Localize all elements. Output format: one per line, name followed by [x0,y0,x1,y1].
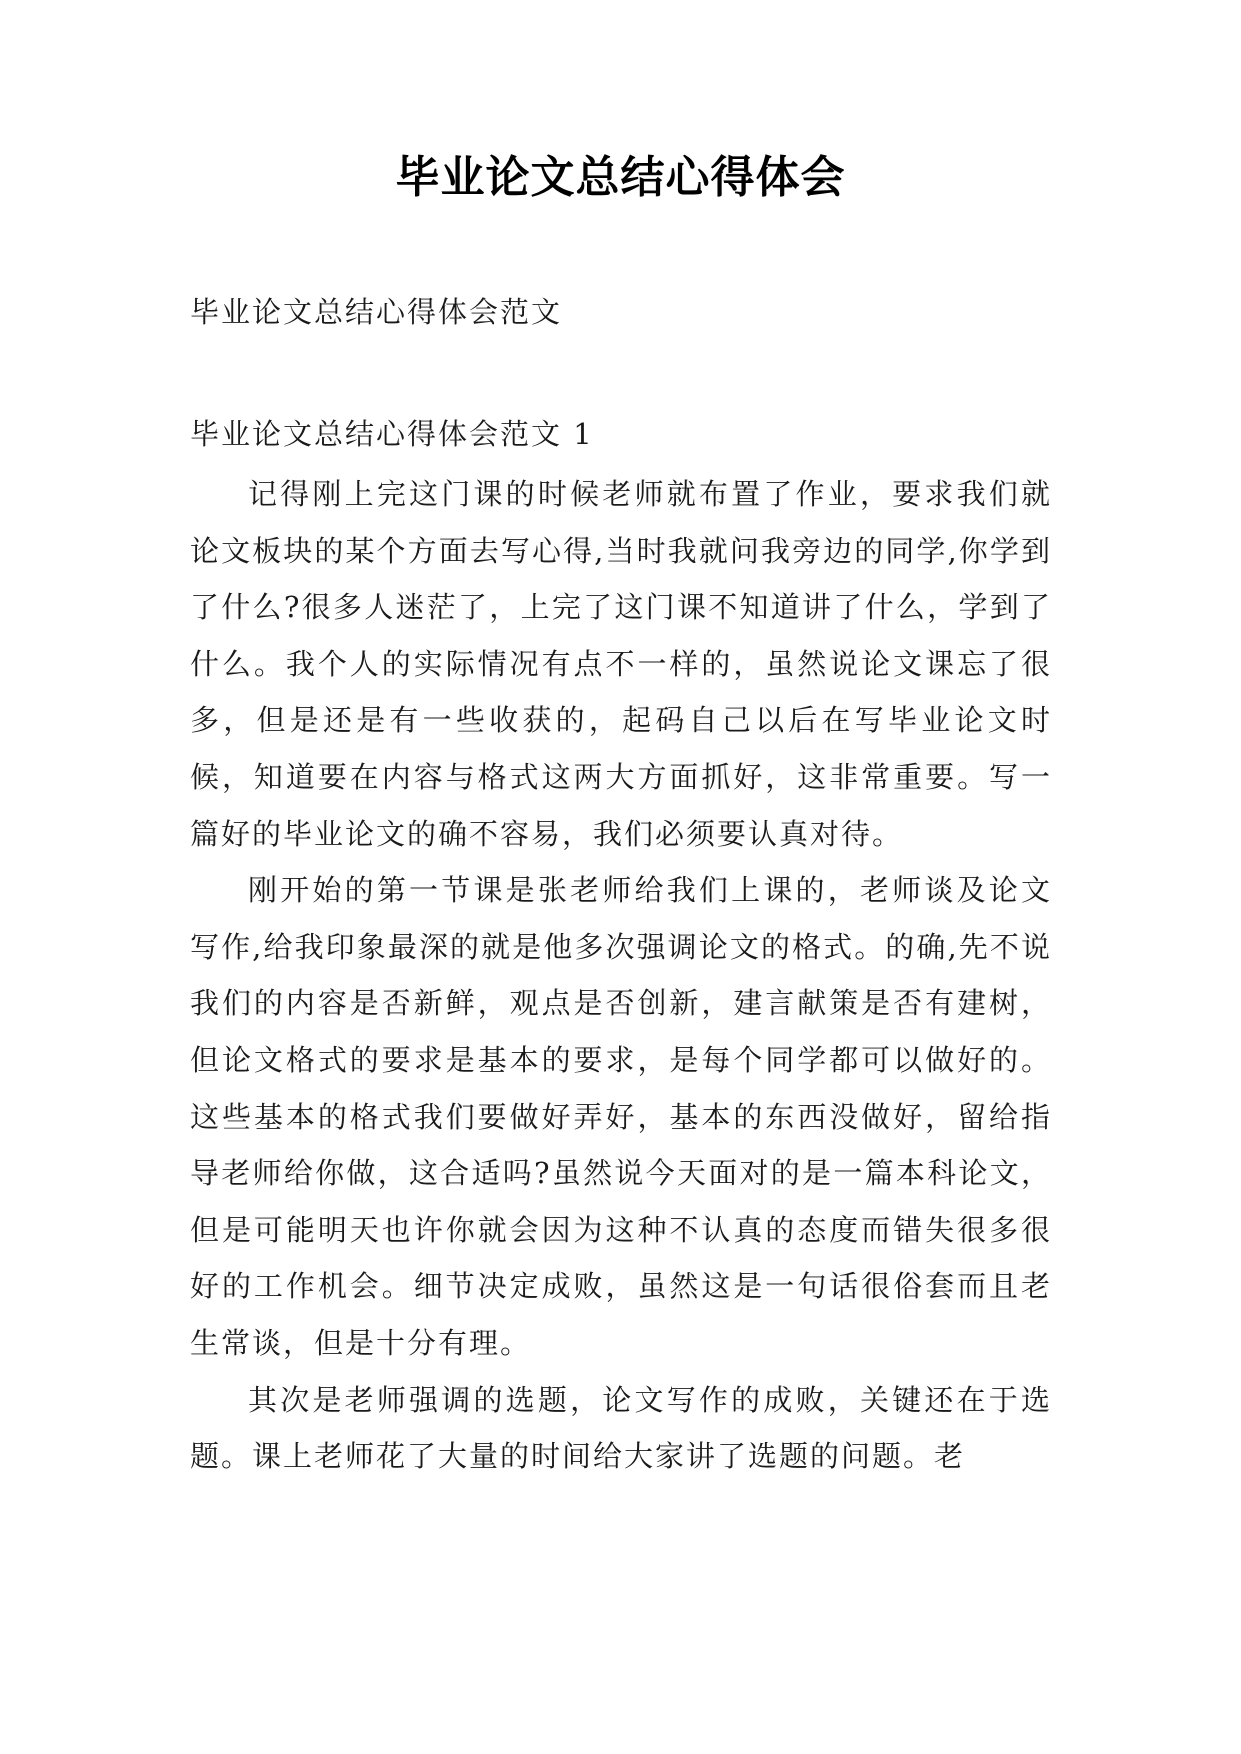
section-heading: 毕业论文总结心得体会范文 1 [190,417,594,451]
document-body [190,466,1052,1485]
body-paragraph-1: 记得刚上完这门课的时候老师就布置了作业，要求我们就论文板块的某个方面去写心得,当时我就问我旁边的同学,你学到了什么?很多人迷茫了，上完了这门课不知道讲了什么，学到了什么。我个人的实际情况有点不一样的，虽然说论文课忘了很多，但是还是有一些收获的，起码自己以后在写毕业论文时候，知道要在内容与格式这两大方面抓好，这非常重要。写一篇好的毕业论文的确不容易，我们必须要认真对待。 [190,477,1052,851]
document-subtitle: 毕业论文总结心得体会范文 [190,295,563,329]
document-title: 毕业论文总结心得体会 [395,152,846,203]
body-paragraph-3: 其次是老师强调的选题，论文写作的成败，关键还在于选题。课上老师花了大量的时间给大家讲了选题的问题。老 [190,1382,1052,1474]
body-paragraph-2: 刚开始的第一节课是张老师给我们上课的，老师谈及论文写作,给我印象最深的就是他多次强调论文的格式。的确,先不说我们的内容是否新鲜，观点是否创新，建言献策是否有建树，但论文格式的要求是基本的要求，是每个同学都可以做好的。这些基本的格式我们要做好弄好，基本的东西没做好，留给指导老师给你做，这合适吗?虽然说今天面对的是一篇本科论文，但是可能明天也许你就会因为这种不认真的态度而错失很多很好的工作机会。细节决定成败，虽然这是一句话很俗套而且老生常谈，但是十分有理。 [190,873,1052,1360]
